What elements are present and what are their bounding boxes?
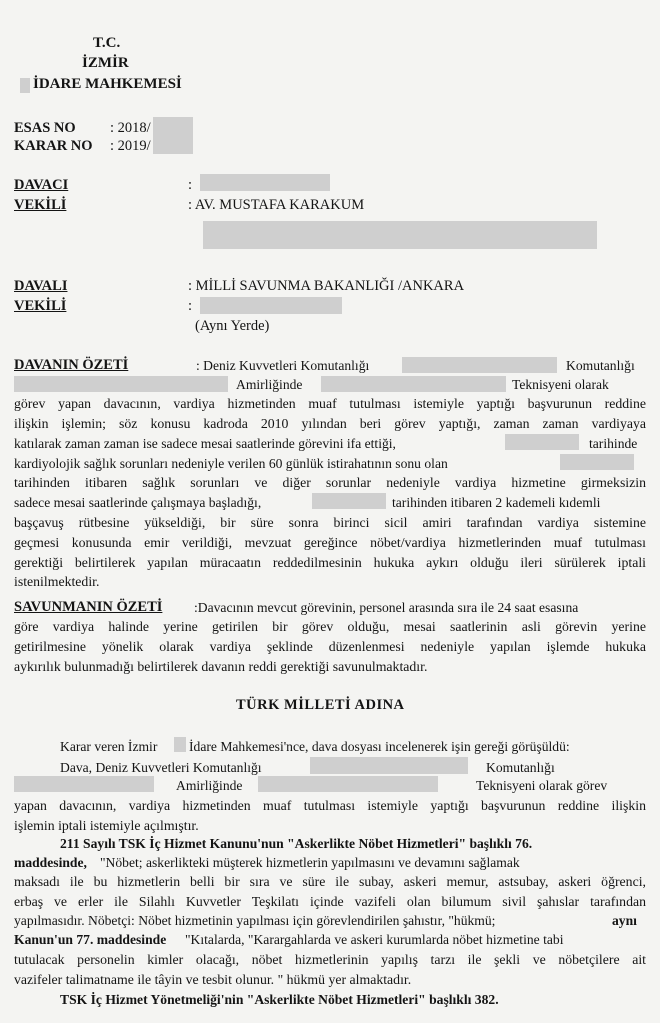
law-line: Kanun'un 77. maddesinde	[14, 932, 167, 947]
redaction	[153, 117, 193, 154]
body-line: yapan davacının, vardiya hizmetinden muaf tutulması istemiyle yaptığı başvurunun reddine ilişkin	[14, 798, 646, 813]
ozet-line: Amirliğinde	[236, 377, 303, 392]
ozet-line: tarihinden itibaren sağlık sorunları ve diğer sorunlar nedeniyle vardiya hizmetine girmeksizin	[14, 475, 646, 490]
savunma-label: SAVUNMANIN ÖZETİ	[14, 599, 163, 615]
savunma-line: :Davacının mevcut görevinin, personel arasında sıra ile 24 saat esasına	[194, 600, 579, 615]
decision-title: TÜRK MİLLETİ ADINA	[236, 697, 405, 713]
redaction	[14, 376, 228, 392]
redaction	[505, 434, 579, 450]
savunma-paragraph	[14, 617, 646, 676]
vekili-label: VEKİLİ	[14, 197, 67, 213]
redaction	[174, 737, 186, 752]
law-line: 211 Sayılı TSK İç Hizmet Kanunu'nun "Askerlikte Nöbet Hizmetleri" başlıklı 76.	[60, 836, 533, 851]
ozet-line: geçmesi konusunda emir verildiği, mevzuat gereğince nöbet/vardiya hizmetlerinden muaf tutulması	[14, 534, 646, 550]
esas-label: ESAS NO	[14, 120, 76, 136]
law-line: aynı	[612, 913, 637, 928]
body-line: Teknisyeni olarak görev	[476, 778, 608, 793]
law-paragraph	[14, 872, 646, 912]
body-line: Dava, Deniz Kuvvetleri Komutanlığı	[60, 760, 262, 775]
law-line: yapılmasıdır. Nöbetçi: Nöbet hizmetinin yapılması için görevlendirilen şahıstır, "hükmü;	[14, 913, 496, 928]
ozet-line: Komutanlığı	[566, 358, 635, 373]
ozet-label: DAVANIN ÖZETİ	[14, 357, 129, 373]
ozet-paragraph-3	[14, 513, 646, 592]
city-heading: İZMİR	[82, 55, 129, 71]
ozet-line: istenilmektedir.	[14, 574, 100, 590]
ozet-paragraph	[14, 394, 646, 434]
davaci-label: DAVACI	[14, 177, 69, 193]
redaction	[200, 174, 330, 191]
law-line: "Kıtalarda, "Karargahlarda ve askeri kurumlarda nöbet hizmetine tabi	[185, 932, 564, 947]
karar-value: : 2019/	[110, 138, 151, 154]
ozet-line: tarihinden itibaren 2 kademeli kıdemli	[392, 495, 601, 510]
body-line: İdare Mahkemesi'nce, dava dosyası incelenerek işin gereği görüşüldü:	[189, 739, 570, 754]
redaction	[560, 454, 634, 470]
body-line: Komutanlığı	[486, 760, 555, 775]
body-line: işlemin iptali istemiyle açılmıştır.	[14, 817, 199, 833]
ozet-paragraph-2	[14, 473, 646, 493]
law-paragraph-2	[14, 950, 646, 990]
davali-label: DAVALI	[14, 278, 68, 294]
redaction	[312, 493, 386, 509]
vekili2-label: VEKİLİ	[14, 298, 67, 314]
law-line: tutulacak personelin kimler olacağı, nöbet hizmetlerinin yapılış tarzı ile şekli ve nöbetçilere ait	[14, 952, 646, 967]
tc-heading: T.C.	[93, 35, 121, 51]
redaction	[402, 357, 557, 373]
davali-value: : MİLLİ SAVUNMA BAKANLIĞI /ANKARA	[188, 278, 465, 294]
ozet-line: gerektiği belirtilerek yapılan müracaatın reddedilmesinin hukuka aykırı olduğu ileri sürülerek iptali	[14, 554, 646, 570]
same-place-note: (Aynı Yerde)	[195, 318, 270, 334]
redaction	[321, 376, 506, 392]
savunma-line: getirilmesine yönelik olarak vardiya şeklinde düzenlenmesi nedeniyle yapılan işlemde hukuka	[14, 638, 646, 654]
law-line: TSK İç Hizmet Yönetmeliği'nin "Askerlikte Nöbet Hizmetleri" başlıklı 382.	[60, 992, 499, 1007]
vekili2-value: :	[188, 298, 193, 314]
savunma-line: göre vardiya halinde yerine getirilen bir görev olduğu, mesai saatlerinin asli görevin yerine	[14, 619, 646, 634]
ozet-line: katılarak zaman zaman ise sadece mesai saatlerinde görevini ifa ettiği,	[14, 436, 396, 451]
esas-value: : 2018/	[110, 120, 151, 136]
karar-label: KARAR NO	[14, 138, 93, 154]
court-heading: İDARE MAHKEMESİ	[33, 76, 182, 92]
law-line: maddesinde,	[14, 855, 87, 870]
ozet-line: ilişkin işlemin; söz konusu kadroda 2010 yılından beri görev yaptığı, zaman zaman vardiyaya	[14, 415, 646, 431]
body-line: Amirliğinde	[176, 778, 243, 793]
ozet-line: görev yapan davacının, vardiya hizmetinden muaf tutulması istemiyle yaptığı başvurunun reddine	[14, 396, 646, 411]
redaction	[258, 776, 438, 792]
law-line: "Nöbet; askerlikteki müşterek hizmetlerin yapılmasını ve devamını sağlamak	[100, 855, 520, 870]
law-line: maksadı ile bu hizmetlerin belli bir sıra ve süre ile subay, askeri memur, astsubay, askeri öğrenci,	[14, 874, 646, 889]
ozet-line: kardiyolojik sağlık sorunları nedeniyle verilen 60 günlük istirahatının sonu olan	[14, 456, 448, 471]
redaction	[14, 776, 154, 792]
ozet-line: başçavuş rütbesine yükseldiği, bir süre sonra birinci sicil amiri tarafından vardiya sistemine	[14, 515, 646, 530]
redaction	[310, 757, 468, 774]
redaction	[200, 297, 342, 314]
redaction	[20, 78, 30, 93]
body-paragraph	[14, 796, 646, 836]
ozet-line: tarihinde	[589, 436, 638, 451]
body-line: Karar veren İzmir	[60, 739, 158, 754]
davaci-value: :	[188, 177, 193, 193]
vekili-value: : AV. MUSTAFA KARAKUM	[188, 197, 365, 213]
ozet-line: sadece mesai saatlerinde çalışmaya başladığı,	[14, 495, 262, 510]
redaction	[203, 221, 597, 249]
savunma-line: aykırılık bulunmadığı belirtilerek davanın reddi gerektiği savunulmaktadır.	[14, 658, 428, 674]
ozet-line: Teknisyeni olarak	[512, 377, 609, 392]
ozet-line: : Deniz Kuvvetleri Komutanlığı	[196, 358, 370, 373]
law-line: erbaş ve erler ile Silahlı Kuvvetler Teşkilatı içinde vazifeli olan bilumum sivil şahıslar tarafından	[14, 893, 646, 909]
law-line: vazifeler talimatname ile tâyin ve tesbit olunur. " hükmü yer almaktadır.	[14, 971, 412, 987]
